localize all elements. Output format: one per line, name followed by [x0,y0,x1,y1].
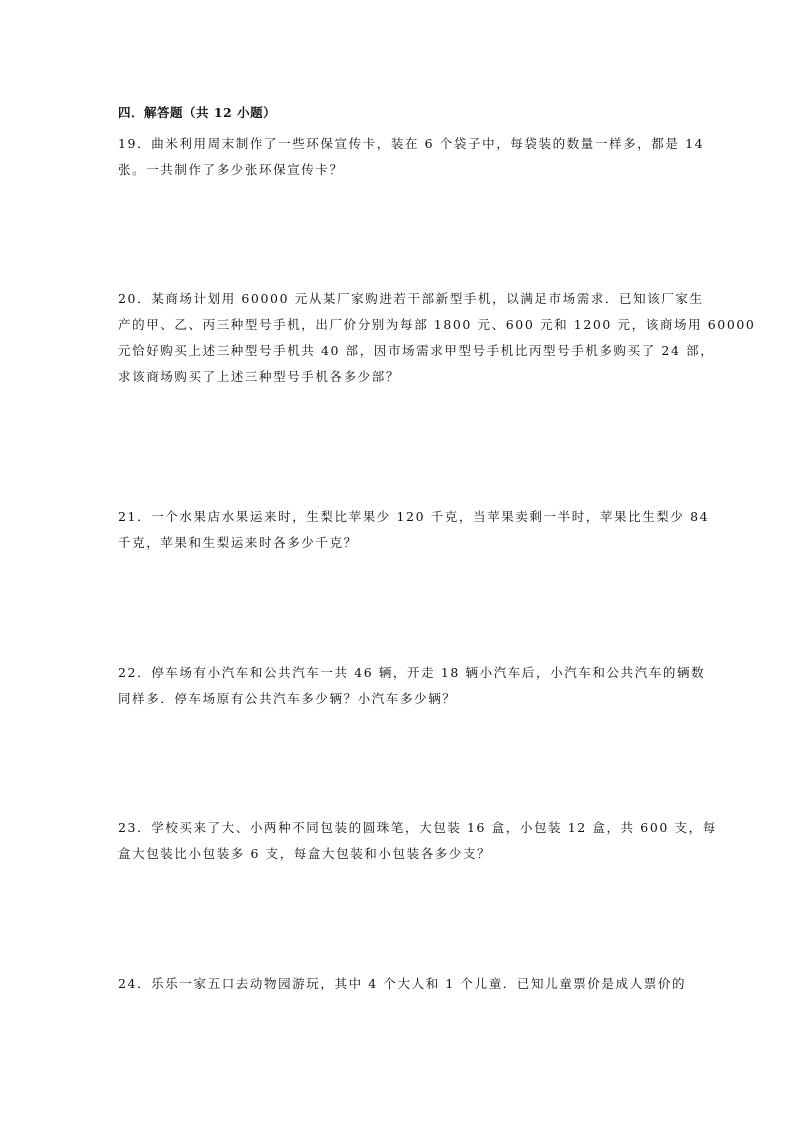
question-line: 盒大包装比小包装多 6 支，每盒大包装和小包装各多少支？ [118,846,492,861]
question-20 [118,286,756,390]
question-line: 元恰好购买上述三种型号手机共 40 部，因市场需求甲型号手机比丙型号手机多购买了 24 部， [118,343,715,358]
question-line: 22．停车场有小汽车和公共汽车一共 46 辆，开走 18 辆小汽车后，小汽车和公共汽车的辆数 [118,665,706,680]
question-line: 21．一个水果店水果运来时，生梨比苹果少 120 千克，当苹果卖剩一半时，苹果比生梨少 84 [118,509,710,524]
question-line: 23．学校买来了大、小两种不同包装的圆珠笔，大包装 16 盒，小包装 12 盒，共 600 支，每 [118,820,717,835]
question-line: 20．某商场计划用 60000 元从某厂家购进若干部新型手机，以满足市场需求．已知该厂家生 [118,291,704,306]
question-21 [118,504,710,556]
question-line: 千克，苹果和生梨运来时各多少千克？ [118,535,358,550]
question-line: 求该商场购买了上述三种型号手机各多少部？ [118,369,401,384]
question-line: 张。一共制作了多少张环保宣传卡？ [118,162,344,177]
question-19 [118,131,705,183]
question-line: 产的甲、乙、丙三种型号手机，出厂价分别为每部 1800 元、600 元和 1200 元，该商场用 60000 [118,317,756,332]
question-line: 19．曲米利用周末制作了一些环保宣传卡，装在 6 个袋子中，每袋装的数量一样多，都是 14 [118,136,705,151]
question-line: 同样多．停车场原有公共汽车多少辆？小汽车多少辆？ [118,691,457,706]
question-24 [118,971,687,997]
question-23 [118,815,717,867]
question-line: 24．乐乐一家五口去动物园游玩，其中 4 个大人和 1 个儿童．已知儿童票价是成人票价的 [118,976,687,991]
section-title: 四．解答题（共 12 小题） [118,105,277,120]
question-22 [118,660,706,712]
